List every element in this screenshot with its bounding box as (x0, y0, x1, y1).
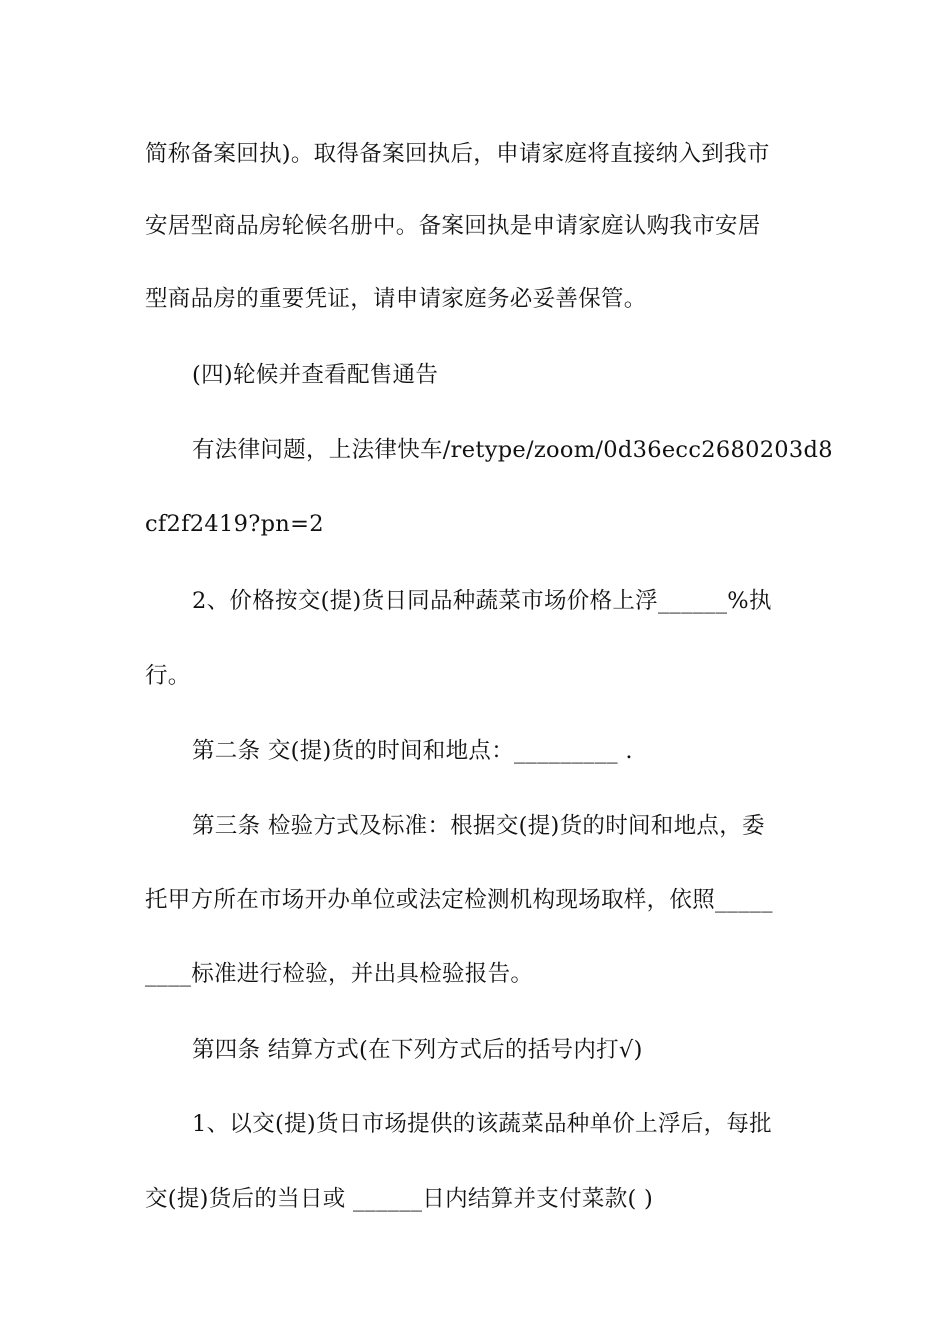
paragraph-line: 安居型商品房轮候名册中。备案回执是申请家庭认购我市安居 (145, 213, 761, 239)
article-line: 第三条 检验方式及标准：根据交(提)货的时间和地点，委 (192, 813, 765, 839)
article-line: 第四条 结算方式(在下列方式后的括号内打√) (192, 1037, 643, 1063)
article-line: 第二条 交(提)货的时间和地点：_________ . (192, 738, 633, 764)
paragraph-line: 行。 (145, 663, 191, 689)
paragraph-line: 2、价格按交(提)货日同品种蔬菜市场价格上浮______%执 (192, 588, 772, 614)
paragraph-line: 托甲方所在市场开办单位或法定检测机构现场取样，依照_____ (145, 887, 773, 913)
paragraph-line: 简称备案回执)。取得备案回执后，申请家庭将直接纳入到我市 (145, 141, 770, 167)
paragraph-line: 型商品房的重要凭证，请申请家庭务必妥善保管。 (145, 286, 647, 312)
paragraph-line: 交(提)货后的当日或 ______日内结算并支付菜款( ) (145, 1186, 654, 1212)
paragraph-line: ____标准进行检验，并出具检验报告。 (145, 961, 534, 987)
paragraph-line: 有法律问题，上法律快车/retype/zoom/0d36ecc2680203d8 (192, 437, 833, 463)
section-heading: (四)轮候并查看配售通告 (192, 362, 439, 388)
paragraph-line: 1、以交(提)货日市场提供的该蔬菜品种单价上浮后，每批 (192, 1111, 772, 1137)
paragraph-line: cf2f2419?pn=2 (145, 511, 324, 537)
